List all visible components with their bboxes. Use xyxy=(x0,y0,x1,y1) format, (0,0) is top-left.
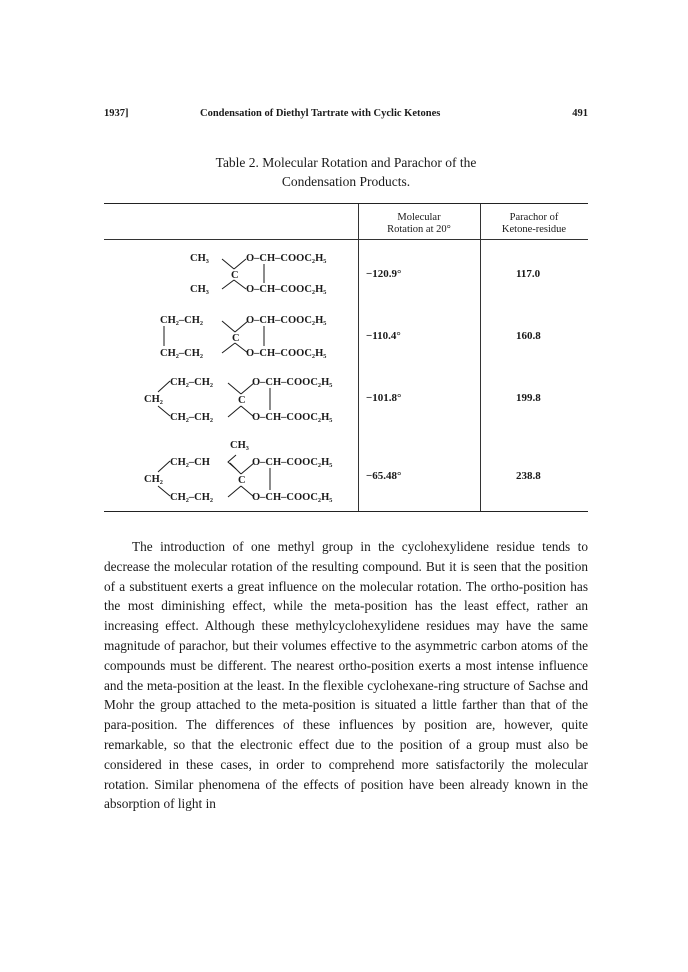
paragraph-text: The introduction of one methyl group in the cyclohexylidene residue tends to decrease the molecular rotation of the resulting compound. But it is seen that the position of a substituent exerts a great influence on the molecular rotation. The ortho-position has the most diminishing effect, while the meta-position has the least effect, rather an increasing effect. Although these methylcyclohexylidene residues may have the same magnitude of parachor, but their volumes effective to the asymmetric carbon atoms of the compounds must be different. The nearest ortho-position exerts a most intense influence and the meta-position at the least. In the flexible cyclohexane-ring structure of Sachse and Mohr the group attached to the meta-position is situated a little farther than that of the para-position. The differences of these influences by position are, however, quite remarkable, so that the electronic effect due to the position of a group must also be considered in these cases, in order to comprehend more satisfactorily the molecular rotation. Similar phenomena of the effects of position have been already known in the absorption of light in xyxy=(104,539,588,812)
rotation-value: −110.4° xyxy=(366,330,401,342)
running-header xyxy=(104,108,588,122)
col-header-parachor xyxy=(480,212,588,236)
rotation-value: −120.9° xyxy=(366,268,402,280)
formula-text: O–CH–COOC₂H₅ xyxy=(246,315,327,326)
parachor-value: 238.8 xyxy=(516,470,541,482)
formula-cyclohexylidene xyxy=(144,372,354,426)
formula-text: O–CH–COOC₂H₅ xyxy=(252,457,333,468)
column-divider xyxy=(480,204,481,511)
col-header-parachor-line1: Parachor of xyxy=(509,212,559,223)
parachor-value: 160.8 xyxy=(516,330,541,342)
formula-text: C xyxy=(232,333,240,344)
formula-text: CH₂–CH₂ xyxy=(160,315,204,326)
table-caption-line1: Table 2. Molecular Rotation and Parachor of the xyxy=(215,155,477,170)
col-header-rotation-line2: Rotation at 20° xyxy=(387,224,451,235)
page-number: 491 xyxy=(572,108,588,119)
formula-text: CH₂–CH₂ xyxy=(170,412,214,423)
rotation-value: −101.8° xyxy=(366,392,402,404)
formula-text: CH₃ xyxy=(230,440,249,451)
data-table xyxy=(104,203,588,512)
column-divider xyxy=(358,204,359,511)
rotation-value: −65.48° xyxy=(366,470,402,482)
header-rule xyxy=(104,239,588,240)
body-paragraph xyxy=(104,537,588,814)
formula-text: CH₂–CH₂ xyxy=(160,348,204,359)
parachor-value: 199.8 xyxy=(516,392,541,404)
formula-text: O–CH–COOC₂H₅ xyxy=(252,377,333,388)
formula-methylcyclohexylidene xyxy=(144,436,354,508)
formula-text: CH₂ xyxy=(144,394,163,405)
formula-text: O–CH–COOC₂H₅ xyxy=(246,284,327,295)
formula-text: C xyxy=(231,270,239,281)
formula-text: C xyxy=(238,475,246,486)
formula-text: O–CH–COOC₂H₅ xyxy=(246,253,327,264)
formula-text: CH₃ xyxy=(190,253,209,264)
formula-text: O–CH–COOC₂H₅ xyxy=(252,412,333,423)
formula-text: CH₂–CH₂ xyxy=(170,377,214,388)
parachor-value: 117.0 xyxy=(516,268,541,280)
formula-dimethyl xyxy=(184,248,354,298)
col-header-parachor-line2: Ketone-residue xyxy=(501,224,567,235)
formula-text: CH₂–CH₂ xyxy=(170,492,214,503)
formula-text: O–CH–COOC₂H₅ xyxy=(252,492,333,503)
table-caption-line2: Condensation Products. xyxy=(281,174,411,189)
header-year: 1937] xyxy=(104,108,129,119)
header-title: Condensation of Diethyl Tartrate with Cyclic Ketones xyxy=(200,108,441,119)
formula-text: CH₃ xyxy=(190,284,209,295)
col-header-rotation xyxy=(358,212,480,236)
formula-text: CH₂–CH xyxy=(170,457,210,468)
formula-cyclopentylidene xyxy=(160,310,350,362)
formula-text: CH₂ xyxy=(144,474,163,485)
formula-text: O–CH–COOC₂H₅ xyxy=(246,348,327,359)
table-caption xyxy=(104,153,588,191)
col-header-rotation-line1: Molecular xyxy=(397,212,441,223)
formula-text: C xyxy=(238,395,246,406)
